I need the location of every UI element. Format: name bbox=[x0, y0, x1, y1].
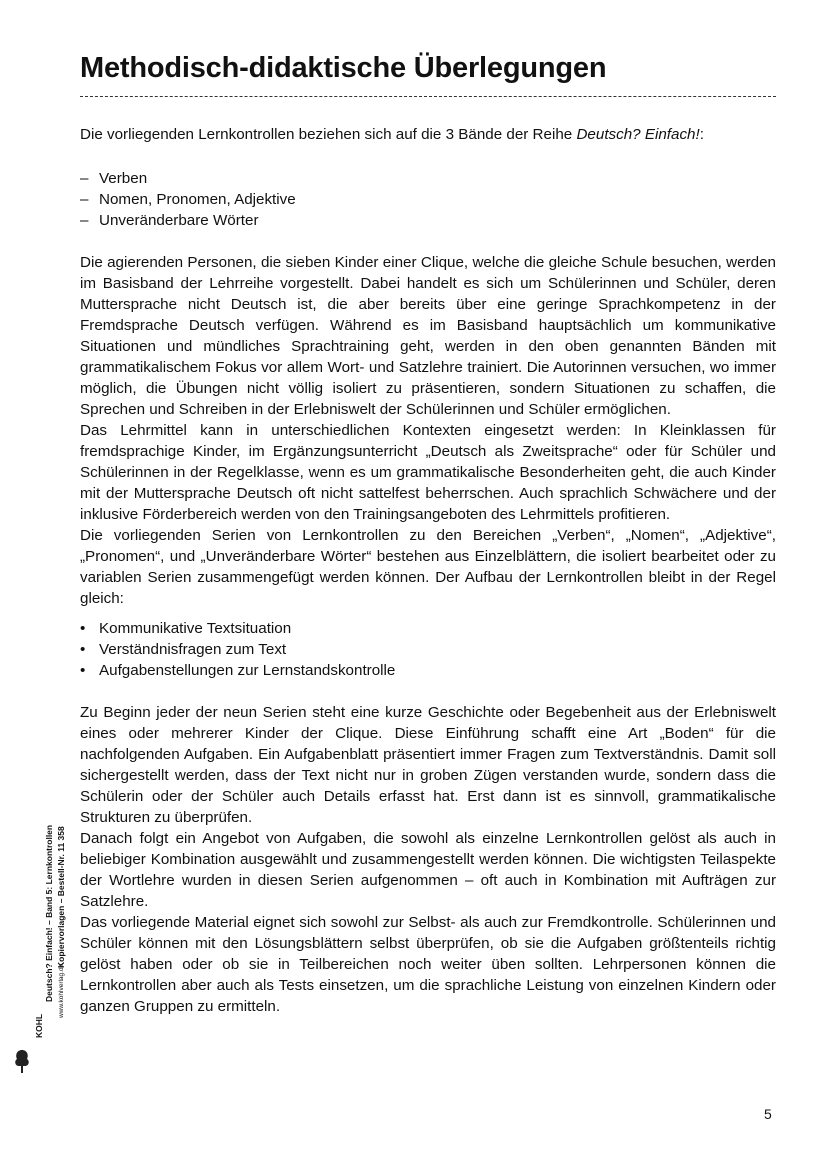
series-name: Deutsch? Einfach! bbox=[576, 126, 700, 143]
bullet-icon: • bbox=[80, 641, 86, 658]
intro-end: : bbox=[699, 126, 704, 143]
title-divider bbox=[80, 96, 776, 97]
volume-list bbox=[80, 168, 776, 231]
paragraph: Das vorliegende Material eignet sich sowohl zur Selbst- als auch zur Fremdkontrolle. Schülerinnen und Schüler können mit den Lösungsblättern selbst überprüfen, ob sie die Aufgaben größtenteils richtig gelöst haben oder ob sie in Teilbereichen noch weiter üben sollten. Lehrpersonen können die Lernkontrollen aber auch als Tests einsetzen, um die sprachliche Leistung von einzelnen Kindern oder ganzen Gruppen zu ermitteln. bbox=[80, 914, 776, 1015]
structure-list bbox=[80, 618, 776, 681]
publisher-sidebar bbox=[14, 790, 74, 1090]
sidebar-order-number: Kopiervorlagen – Bestell-Nr. 11 358 bbox=[56, 826, 66, 968]
publisher-name: KOHL bbox=[34, 1013, 44, 1038]
list-item: • Kommunikative Textsituation bbox=[80, 620, 292, 637]
bullet-icon: • bbox=[80, 620, 86, 637]
paragraph: Danach folgt ein Angebot von Aufgaben, die sowohl als einzelne Lernkontrollen gelöst als auch in beliebiger Kombination ausgewählt und zusammengestellt werden können. Die wichtigsten Teilaspekte der Wortlehre wurden in diesen Serien aufgenommen – oft auch in Kombination mit Aufträgen zur Satzlehre. bbox=[80, 830, 776, 910]
list-item: – Verben bbox=[80, 170, 148, 187]
paragraph: Die agierenden Personen, die sieben Kinder einer Clique, welche die gleiche Schule besuchen, werden im Basisband der Lehrreihe vorgestellt. Dabei handelt es sich um Schülerinnen und Schüler, deren Muttersprache nicht Deutsch ist, die aber bereits über eine geringe Sprachkompetenz in der Fremdsprache Deutsch verfügen. Während es im Basisband hauptsächlich um kommunikative Situationen und mündliches Sprachtraining geht, werden in den oben genannten Bänden mit grammatikalischem Fokus vor allem Wort- und Satzlehre trainiert. Die Autorinnen versuchen, wo immer möglich, die Übungen nicht völlig isoliert zu präsentieren, sondern Situationen zu schaffen, die Sprechen und Schreiben in der Erlebniswelt der Schülerinnen und Schüler ermöglichen. bbox=[80, 254, 776, 418]
publisher-url: www.kohlverlag.de bbox=[58, 963, 65, 1018]
paragraph: Die vorliegenden Serien von Lernkontrollen zu den Bereichen „Verben“, „Nomen“, „Adjektive“, „Pronomen“, und „Unveränderbare Wörter“ bestehen aus Einzelblättern, die isoliert bearbeitet oder zu variablen Serien zusammengefügt werden können. Der Aufbau der Lernkontrollen bleibt in der Regel gleich: bbox=[80, 527, 776, 607]
intro-paragraph bbox=[80, 124, 776, 145]
page-number: 5 bbox=[764, 1106, 772, 1122]
sidebar-title: Deutsch? Einfach! – Band 5: Lernkontrollen bbox=[44, 824, 54, 1002]
list-item: • Verständnisfragen zum Text bbox=[80, 641, 287, 658]
page-title: Methodisch-didaktische Überlegungen bbox=[80, 52, 607, 84]
list-item: • Aufgabenstellungen zur Lernstandskontrolle bbox=[80, 662, 396, 679]
list-item: – Unveränderbare Wörter bbox=[80, 212, 259, 229]
bullet-icon: • bbox=[80, 662, 86, 679]
intro-text: Die vorliegenden Lernkontrollen beziehen sich auf die 3 Bände der Reihe bbox=[80, 126, 577, 143]
paragraph: Das Lehrmittel kann in unterschiedlichen Kontexten eingesetzt werden: In Kleinklassen für fremdsprachige Kinder, im Ergänzungsunterricht „Deutsch als Zweitsprache“ oder für Schüler und Schülerinnen in der Regelklasse, wenn es um grammatikalische Besonderheiten geht, die auch Kinder mit der Muttersprache Deutsch oft nicht sattelfest beherrschen. Auch sprachlich Schwächere und der inklusive Förderbereich werden von den Trainingsangeboten des Lehrmittels profitieren. bbox=[80, 422, 776, 523]
paragraph: Zu Beginn jeder der neun Serien steht eine kurze Geschichte oder Begebenheit aus der Erlebniswelt eines oder mehrerer Kinder der Clique. Diese Einführung schafft eine Art „Boden“ für die nachfolgenden Aufgaben. Ein Aufgabenblatt präsentiert immer Fragen zum Textverständnis. Damit soll sichergestellt werden, dass der Text nicht nur in groben Zügen verstanden wurde, sondern dass die Schülerin oder der Schüler auch Details erfasst hat. Erst dann ist es sinnvoll, grammatikalische Strukturen zu überprüfen. bbox=[80, 704, 776, 826]
tree-logo-icon bbox=[14, 1048, 30, 1074]
main-content bbox=[80, 124, 776, 1017]
list-item: – Nomen, Pronomen, Adjektive bbox=[80, 191, 296, 208]
